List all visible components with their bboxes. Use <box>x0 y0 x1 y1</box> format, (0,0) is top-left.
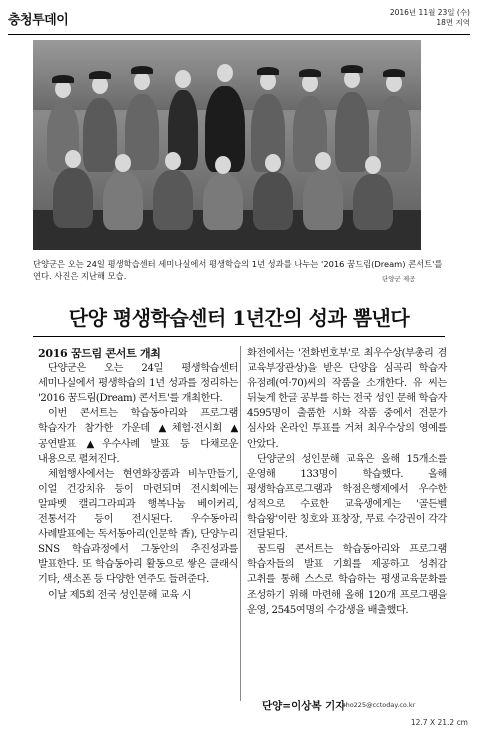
photo-face <box>115 154 131 172</box>
photo-hat <box>52 75 74 83</box>
photo-hat <box>341 65 363 73</box>
photo-credit: 단양군 제공 <box>382 275 416 283</box>
byline: 단양=이상복 기자 <box>262 700 346 712</box>
issue-date: 2016년 11월 23일 (수) <box>389 8 470 17</box>
photo-person <box>353 174 393 230</box>
article-paragraph: 화전에서는 '전화번호부'로 최우수상(부총리 겸 교육부장관상)을 받은 단양읍 심곡리 학습자 유점례(여·70)씨의 작품을 소개한다. 유 씨는 뒤늦게 한글 공부를 하는 전국 성인 문해 학습자 4595명이 출품한 시화 작품 중에서 전문가 심사와 온라인 투표를 거쳐 최우수상의 영예를 안았다. <box>247 348 447 450</box>
photo-person <box>83 98 117 172</box>
issue-meta <box>390 8 470 28</box>
article-paragraph: 꿈드림 콘서트는 학습동아리와 프로그램 학습자들의 발표 기회를 제공하고 성취감 고취를 통해 스스로 학습하는 평생교육문화를 조성하기 위해 마련해 올해 120개 프로그램을 운영, 2545여명의 수강생을 배출했다. <box>247 544 447 616</box>
photo-person <box>203 174 243 230</box>
photo-face <box>65 150 81 168</box>
photo-face <box>365 156 381 174</box>
photo-face <box>134 72 150 90</box>
subheadline: 2016 꿈드림 콘서트 개최 <box>38 347 161 360</box>
paper-name: 충청투데이 <box>8 13 69 28</box>
photo-person <box>153 170 193 230</box>
headline-rule <box>33 336 445 337</box>
photo-face <box>315 152 331 170</box>
photo-hat <box>383 69 405 77</box>
article-column-left <box>38 346 238 603</box>
reporter-email: cho225@cctoday.co.kr <box>342 701 416 709</box>
photo-face <box>265 154 281 172</box>
article-paragraph: 이번 콘서트는 학습동아리와 프로그램 학습자가 참가한 가운데 ▲체험·전시회 ▲공연발표 ▲우수사례 발표 등 다채로운 내용으로 펼쳐진다. <box>38 408 238 465</box>
column-divider <box>240 346 241 701</box>
photo-face <box>175 70 191 88</box>
article-photo <box>33 40 421 250</box>
photo-face <box>217 64 233 82</box>
photo-face <box>165 152 181 170</box>
photo-hat <box>131 66 153 74</box>
photo-hat <box>257 67 279 75</box>
article-paragraph: 이날 제5회 전국 성인문해 교육 시 <box>48 589 192 601</box>
article-paragraph: 체험행사에서는 현연화장품과 비누만들기, 이얼 건강치유 등이 마련되며 전시회에는 알파벳 캘리그라피과 행복나눔 베이커리, 전통서각 등이 전시된다. 우수동아리 사례발표에는 독서동아리(인문학 香), 단양누리 SNS 학습과정에서 그동안의 추진성과를 발표한다. 또 학습동아리 활동으로 쌓은 클래식 기타, 색소폰 등 다양한 연주도 들려준다. <box>38 468 238 586</box>
page-section: 18면 지역 <box>436 18 470 27</box>
photo-person <box>253 172 293 230</box>
photo-person <box>53 168 93 228</box>
photo-hat <box>89 71 111 79</box>
headline: 단양 평생학습센터 1년간의 성과 뽐낸다 <box>68 306 410 330</box>
article-paragraph: 단양군의 성인문해 교육은 올해 15개소를 운영해 133명이 학습했다. 올해 평생학습프로그램과 학점은행제에서 우수한 성적으로 수료한 교육생에게는 '골든벨 학습왕'이란 칭호와 표창장, 무료 수강권이 각각 전달된다. <box>247 453 447 541</box>
photo-person <box>303 170 343 230</box>
masthead <box>8 6 470 32</box>
top-rule <box>8 34 470 35</box>
clipping-size: 12.7 X 21.2 cm <box>410 718 468 727</box>
photo-person <box>335 92 369 172</box>
photo-caption: 단양군은 오는 24일 평생학습센터 세미나실에서 평생학습의 1년 성과를 나누는 '2016 꿈드림(Dream) 콘서트'를 연다. 사진은 지난해 모습. <box>33 259 443 281</box>
article-paragraph: 단양군은 오는 24일 평생학습센터 세미나실에서 평생학습의 1년 성과를 정리하는 '2016 꿈드림(Dream) 콘서트'를 개최한다. <box>38 363 238 405</box>
article-column-right <box>247 346 447 618</box>
photo-face <box>215 156 231 174</box>
photo-person <box>103 172 143 230</box>
photo-person <box>377 96 411 172</box>
photo-hat <box>299 69 321 77</box>
